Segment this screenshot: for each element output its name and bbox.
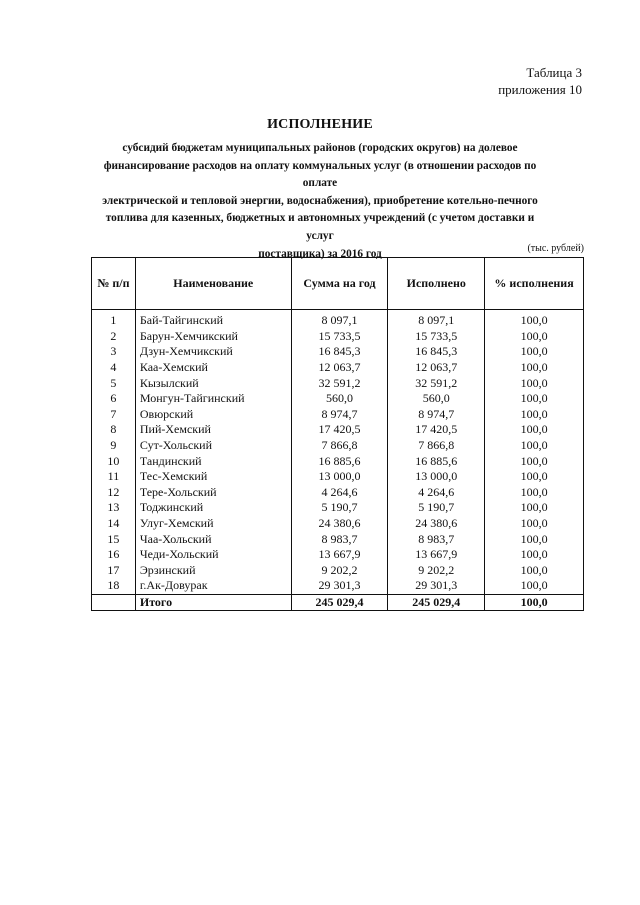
district-name: Каа-Хемский [135,360,291,376]
table-row [92,310,584,329]
annual-sum: 560,0 [291,391,388,407]
row-number: 12 [92,485,136,501]
executed-amount: 5 190,7 [388,500,485,516]
row-number: 16 [92,547,136,563]
table-reference [498,64,582,98]
table-row [92,375,584,391]
executed-amount: 32 591,2 [388,375,485,391]
subtitle-line: финансирование расходов на оплату коммунальных услуг (в отношении расходов по оплате [103,159,537,190]
executed-amount: 560,0 [388,391,485,407]
table-row [92,453,584,469]
annual-sum: 7 866,8 [291,438,388,454]
annual-sum: 12 063,7 [291,360,388,376]
header-number: № п/п [92,258,136,310]
document-title: ИСПОЛНЕНИЕ [267,117,373,132]
table-row [92,329,584,345]
annual-sum: 16 885,6 [291,453,388,469]
table-row [92,344,584,360]
execution-percent: 100,0 [485,329,584,345]
row-number: 7 [92,407,136,423]
executed-amount: 8 983,7 [388,531,485,547]
district-name: Тоджинский [135,500,291,516]
executed-amount: 15 733,5 [388,329,485,345]
header-annual-sum: Сумма на год [291,258,388,310]
execution-percent: 100,0 [485,531,584,547]
district-name: Сут-Хольский [135,438,291,454]
execution-percent: 100,0 [485,453,584,469]
execution-percent: 100,0 [485,407,584,423]
district-name: г.Ак-Довурак [135,578,291,594]
table-row [92,500,584,516]
annual-sum: 13 000,0 [291,469,388,485]
table-number-label: Таблица 3 [526,65,582,80]
executed-amount: 17 420,5 [388,422,485,438]
table-header-row [92,258,584,310]
subsidy-execution-table [91,257,584,611]
district-name: Кызылский [135,375,291,391]
district-name: Эрзинский [135,563,291,579]
header-name: Наименование [135,258,291,310]
subtitle-line: топлива для казенных, бюджетных и автономных учреждений (с учетом доставки и услуг [105,212,535,242]
table-row [92,360,584,376]
executed-amount: 7 866,8 [388,438,485,454]
annual-sum: 16 845,3 [291,344,388,360]
annual-sum: 29 301,3 [291,578,388,594]
row-number: 14 [92,516,136,532]
document-subtitle [100,140,540,263]
executed-amount: 8 974,7 [388,407,485,423]
district-name: Чеди-Хольский [135,547,291,563]
district-name: Барун-Хемчикский [135,329,291,345]
table-row [92,531,584,547]
appendix-label: приложения 10 [498,82,582,97]
units-note: (тыс. рублей) [527,243,584,254]
annual-sum: 4 264,6 [291,485,388,501]
executed-amount: 4 264,6 [388,485,485,501]
executed-amount: 8 097,1 [388,310,485,329]
district-name: Овюрский [135,407,291,423]
district-name: Улуг-Хемский [135,516,291,532]
row-number: 15 [92,531,136,547]
total-percent: 100,0 [485,594,584,611]
row-number: 5 [92,375,136,391]
row-number: 3 [92,344,136,360]
table-row [92,438,584,454]
execution-percent: 100,0 [485,469,584,485]
total-row [92,594,584,611]
table-row [92,422,584,438]
annual-sum: 13 667,9 [291,547,388,563]
table-row [92,516,584,532]
district-name: Пий-Хемский [135,422,291,438]
table-row [92,391,584,407]
total-sum: 245 029,4 [291,594,388,611]
executed-amount: 16 885,6 [388,453,485,469]
row-number: 2 [92,329,136,345]
annual-sum: 5 190,7 [291,500,388,516]
execution-percent: 100,0 [485,422,584,438]
execution-percent: 100,0 [485,375,584,391]
subtitle-line: поставщика) за 2016 год [258,247,382,260]
district-name: Чаа-Хольский [135,531,291,547]
annual-sum: 15 733,5 [291,329,388,345]
execution-percent: 100,0 [485,547,584,563]
district-name: Монгун-Тайгинский [135,391,291,407]
execution-percent: 100,0 [485,563,584,579]
executed-amount: 12 063,7 [388,360,485,376]
executed-amount: 13 000,0 [388,469,485,485]
annual-sum: 17 420,5 [291,422,388,438]
table-row [92,578,584,594]
annual-sum: 32 591,2 [291,375,388,391]
execution-percent: 100,0 [485,578,584,594]
district-name: Тере-Хольский [135,485,291,501]
executed-amount: 13 667,9 [388,547,485,563]
row-number: 8 [92,422,136,438]
row-number: 11 [92,469,136,485]
execution-percent: 100,0 [485,516,584,532]
annual-sum: 9 202,2 [291,563,388,579]
row-number: 13 [92,500,136,516]
annual-sum: 8 097,1 [291,310,388,329]
district-name: Тес-Хемский [135,469,291,485]
district-name: Тандинский [135,453,291,469]
execution-percent: 100,0 [485,310,584,329]
executed-amount: 29 301,3 [388,578,485,594]
row-number: 17 [92,563,136,579]
district-name: Дзун-Хемчикский [135,344,291,360]
row-number: 10 [92,453,136,469]
execution-percent: 100,0 [485,500,584,516]
annual-sum: 24 380,6 [291,516,388,532]
row-number: 1 [92,310,136,329]
execution-percent: 100,0 [485,344,584,360]
row-number: 6 [92,391,136,407]
district-name: Бай-Тайгинский [135,310,291,329]
execution-percent: 100,0 [485,391,584,407]
annual-sum: 8 974,7 [291,407,388,423]
row-number: 9 [92,438,136,454]
table-row [92,485,584,501]
executed-amount: 16 845,3 [388,344,485,360]
header-executed: Исполнено [388,258,485,310]
total-label: Итого [135,594,291,611]
executed-amount: 9 202,2 [388,563,485,579]
table-row [92,547,584,563]
table-row [92,407,584,423]
execution-percent: 100,0 [485,438,584,454]
subtitle-line: субсидий бюджетам муниципальных районов (городских округов) на долевое [122,142,518,154]
total-number-cell [92,594,136,611]
annual-sum: 8 983,7 [291,531,388,547]
row-number: 4 [92,360,136,376]
table-row [92,563,584,579]
execution-percent: 100,0 [485,360,584,376]
execution-percent: 100,0 [485,485,584,501]
row-number: 18 [92,578,136,594]
table-body [92,310,584,595]
executed-amount: 24 380,6 [388,516,485,532]
subtitle-line: электрической и тепловой энергии, водоснабжения), приобретение котельно-печного [102,194,538,207]
table-row [92,469,584,485]
total-executed: 245 029,4 [388,594,485,611]
header-percent: % исполнения [485,258,584,310]
